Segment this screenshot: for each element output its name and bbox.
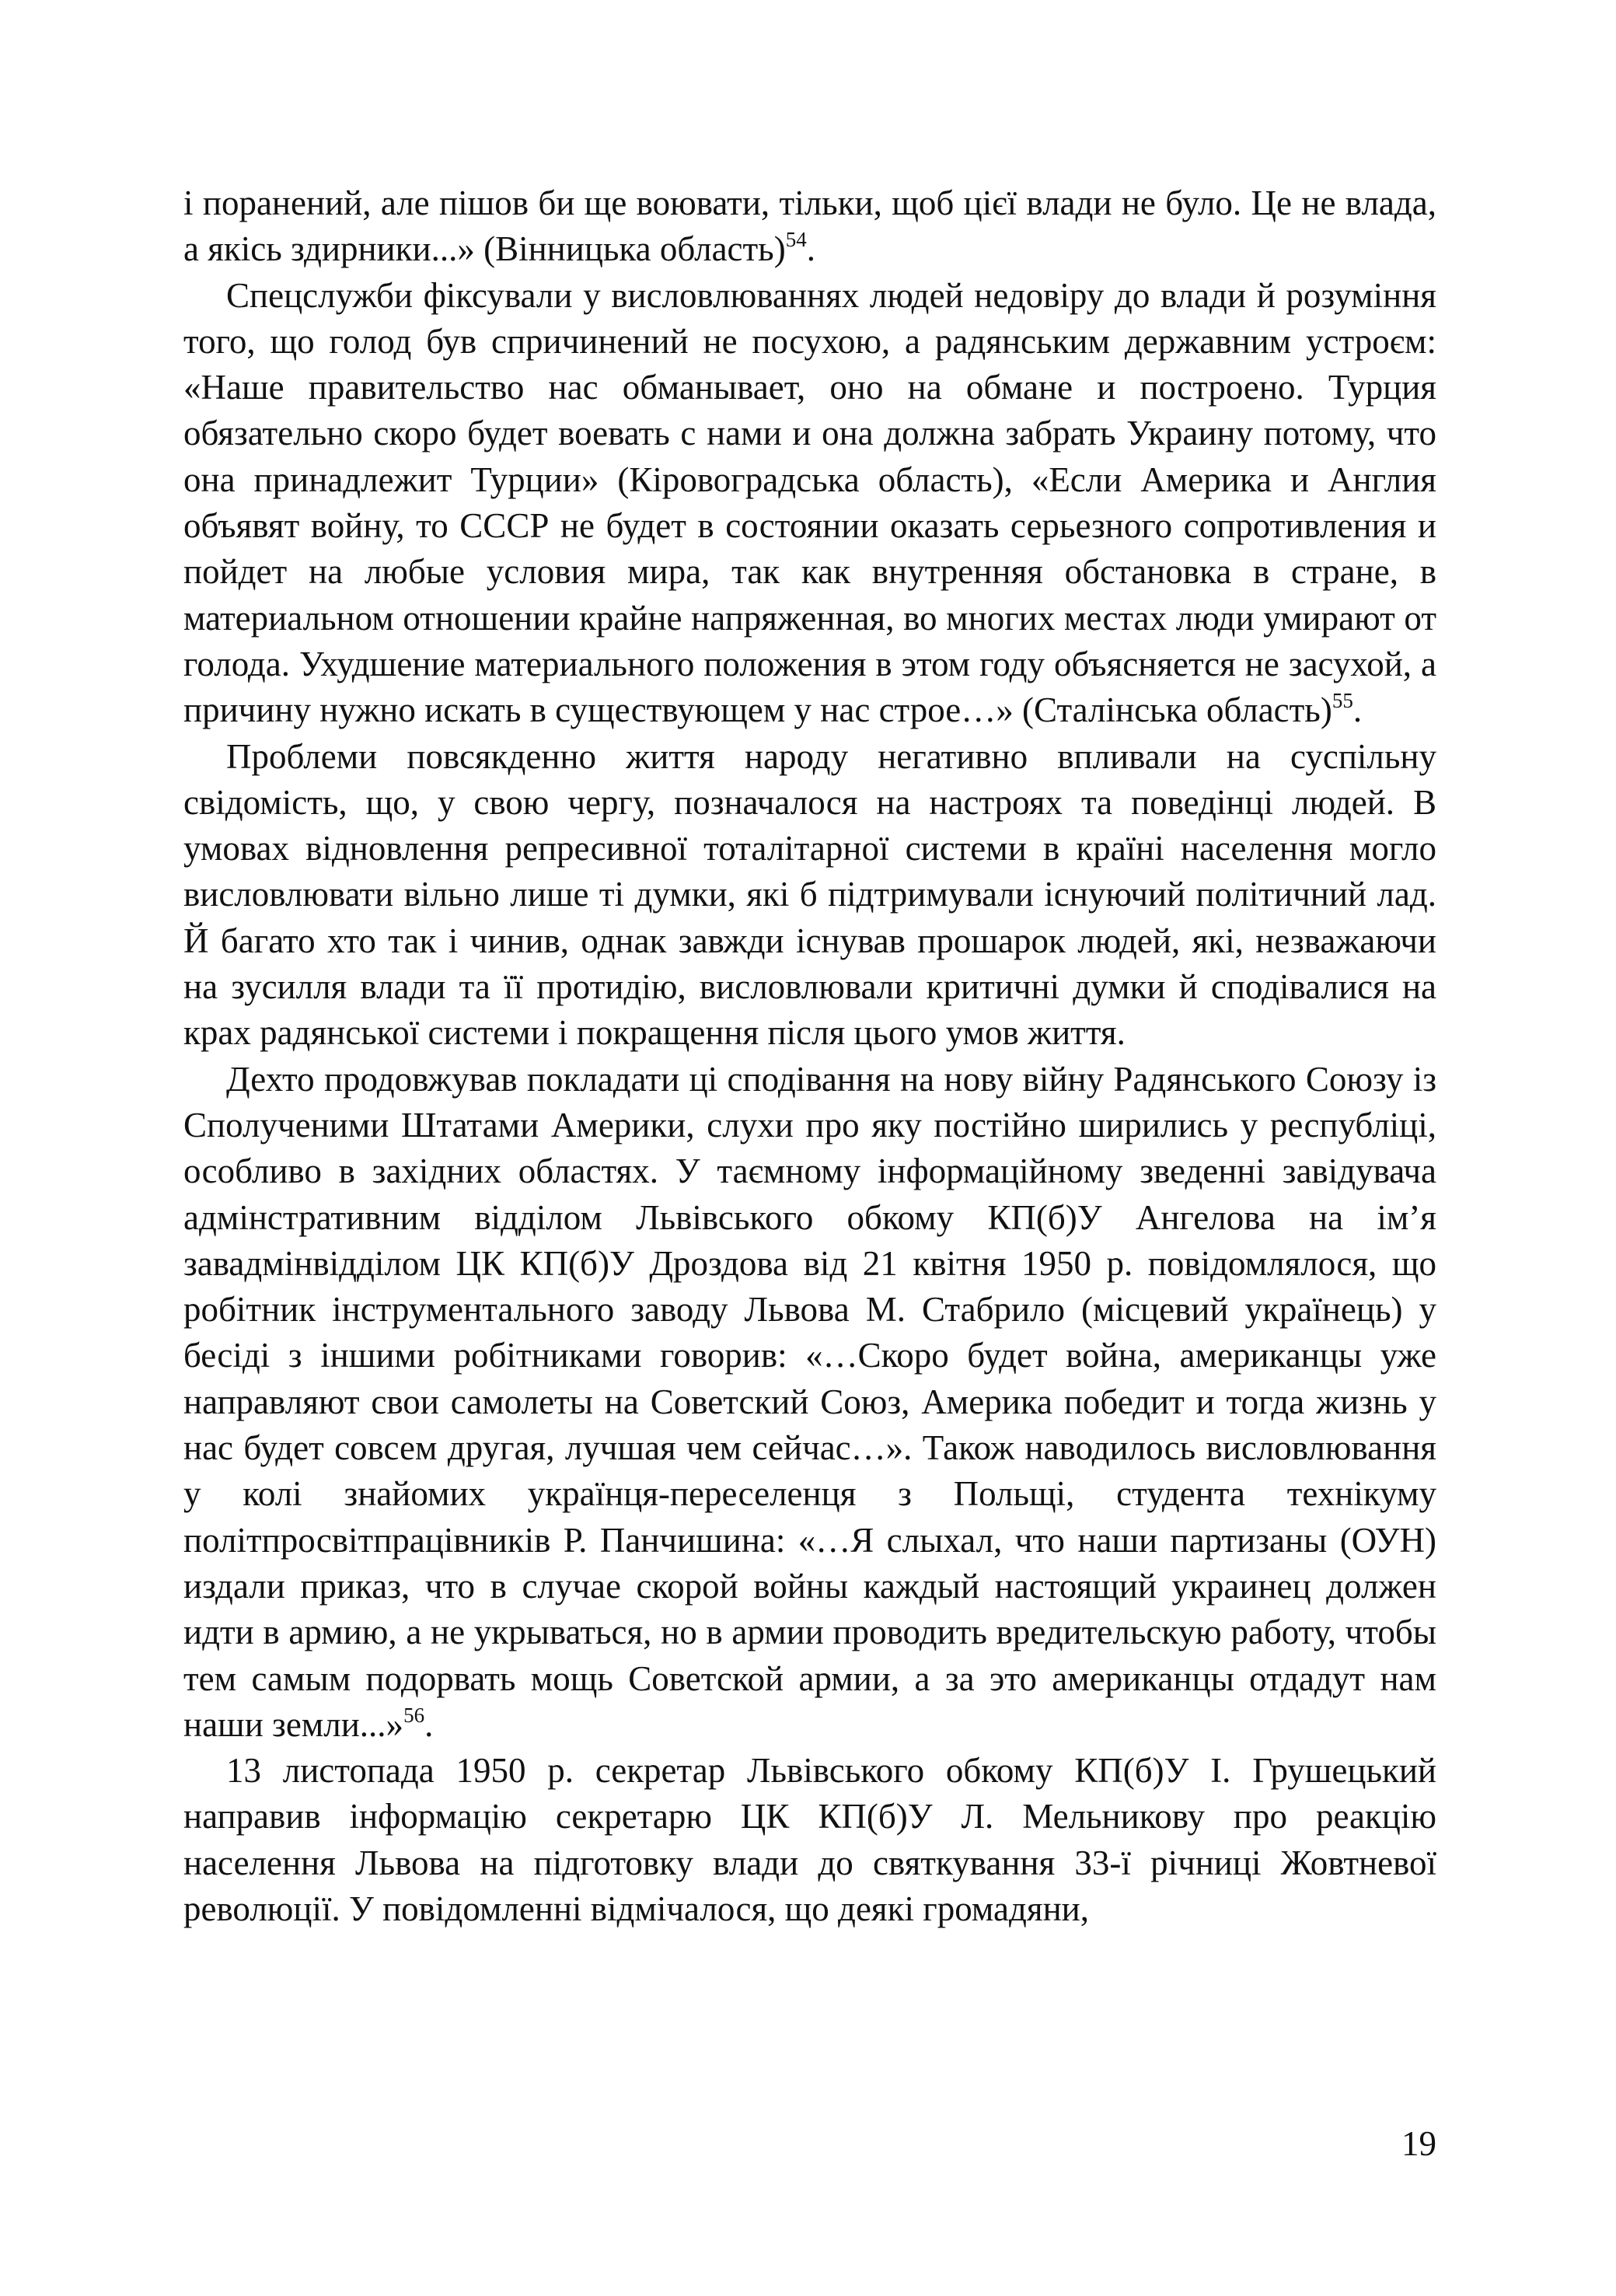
footnote-ref-56: 56	[403, 1703, 425, 1727]
paragraph-4-text: Дехто продовжував покладати ці сподівання на нову війну Радянського Союзу із Сполученими Штатами Америки, слухи про яку постійно ширились у республіці, особливо в західних областях. У таємному інформаційному зведенні завідувача адмінстративним відділом Львівського обкому КП(б)У Ангелова на ім’я завадмінвідділом ЦК КП(б)У Дроздова від 21 квітня 1950 р. повідомлялося, що робітник інструментального заводу Львова М. Стабрило (місцевий українець) у бесіді з іншими робітниками говорив: «…Скоро будет война, американцы уже направляют свои самолеты на Советский Союз, Америка победит и тогда жизнь у нас будет совсем другая, лучшая чем сейчас…». Також наводилось висловлювання у колі знайомих українця-переселенця з Польщі, студента технікуму політпросвітпрацівників Р. Панчишина: «…Я слыхал, что наши партизаны (ОУН) издали приказ, что в случае скорой войны каждый настоящий украинец должен идти в армию, а не укрываться, но в армии проводить вредительскую работу, чтобы тем самым подорвать мощь Советской армии, а за это американцы отдадут нам наши земли...»	[183, 1059, 1436, 1744]
paragraph-5	[183, 1748, 1436, 1932]
page-number: 19	[1401, 2124, 1436, 2163]
footnote-ref-54: 54	[785, 228, 807, 252]
paragraph-3-text: Проблеми повсякденно життя народу негативно впливали на суспільну свідомість, що, у свою чергу, позначалося на настроях та поведінці людей. В умовах відновлення репресивної тоталітарної системи в країні населення могло висловлювати вільно лише ті думки, які б підтримували існуючий політичний лад. Й багато хто так і чинив, однак завжди існував прошарок людей, які, незважаючи на зусилля влади та її протидію, висловлювали критичні думки й сподівалися на крах радянської системи і покращення після цього умов життя.	[183, 736, 1436, 1053]
paragraph-4	[183, 1057, 1436, 1748]
paragraph-1-text: і поранений, але пішов би ще воювати, тільки, щоб цієї влади не було. Це не влада, а якісь здирники...» (Вінницька область)	[183, 183, 1436, 269]
paragraph-1-tail: .	[806, 229, 815, 269]
footnote-ref-55: 55	[1332, 689, 1353, 713]
paragraph-2-text: Спецслужби фіксували у висловлюваннях людей недовіру до влади й розуміння того, що голод був спричинений не посухою, а радянським державним устроєм: «Наше правительство нас обманывает, оно на обмане и построено. Турция обязательно скоро будет воевать с нами и она должна забрать Украину потому, что она принадлежит Турции» (Кіровоградська область), «Если Америка и Англия объявят войну, то СССР не будет в состоянии оказать серьезного сопротивления и пойдет на любые условия мира, так как внутренняя обстановка в стране, в материальном отношении крайне напряженная, во многих местах люди умирают от голода. Ухудшение материального положения в этом году объясняется не засухой, а причину нужно искать в существующем у нас строе…» (Сталінська область)	[183, 275, 1436, 730]
paragraph-5-text: 13 листопада 1950 р. секретар Львівського обкому КП(б)У І. Грушецький направив інформацію секретарю ЦК КП(б)У Л. Мельникову про реакцію населення Львова на підготовку влади до святкування 33-ї річниці Жовтневої революції. У повідомленні відмічалося, що деякі громадяни,	[183, 1751, 1436, 1928]
paragraph-1	[183, 180, 1436, 273]
page-body	[183, 180, 1436, 1932]
paragraph-2	[183, 273, 1436, 734]
paragraph-3	[183, 734, 1436, 1057]
paragraph-4-tail: .	[424, 1704, 434, 1744]
paragraph-2-tail: .	[1352, 690, 1363, 730]
